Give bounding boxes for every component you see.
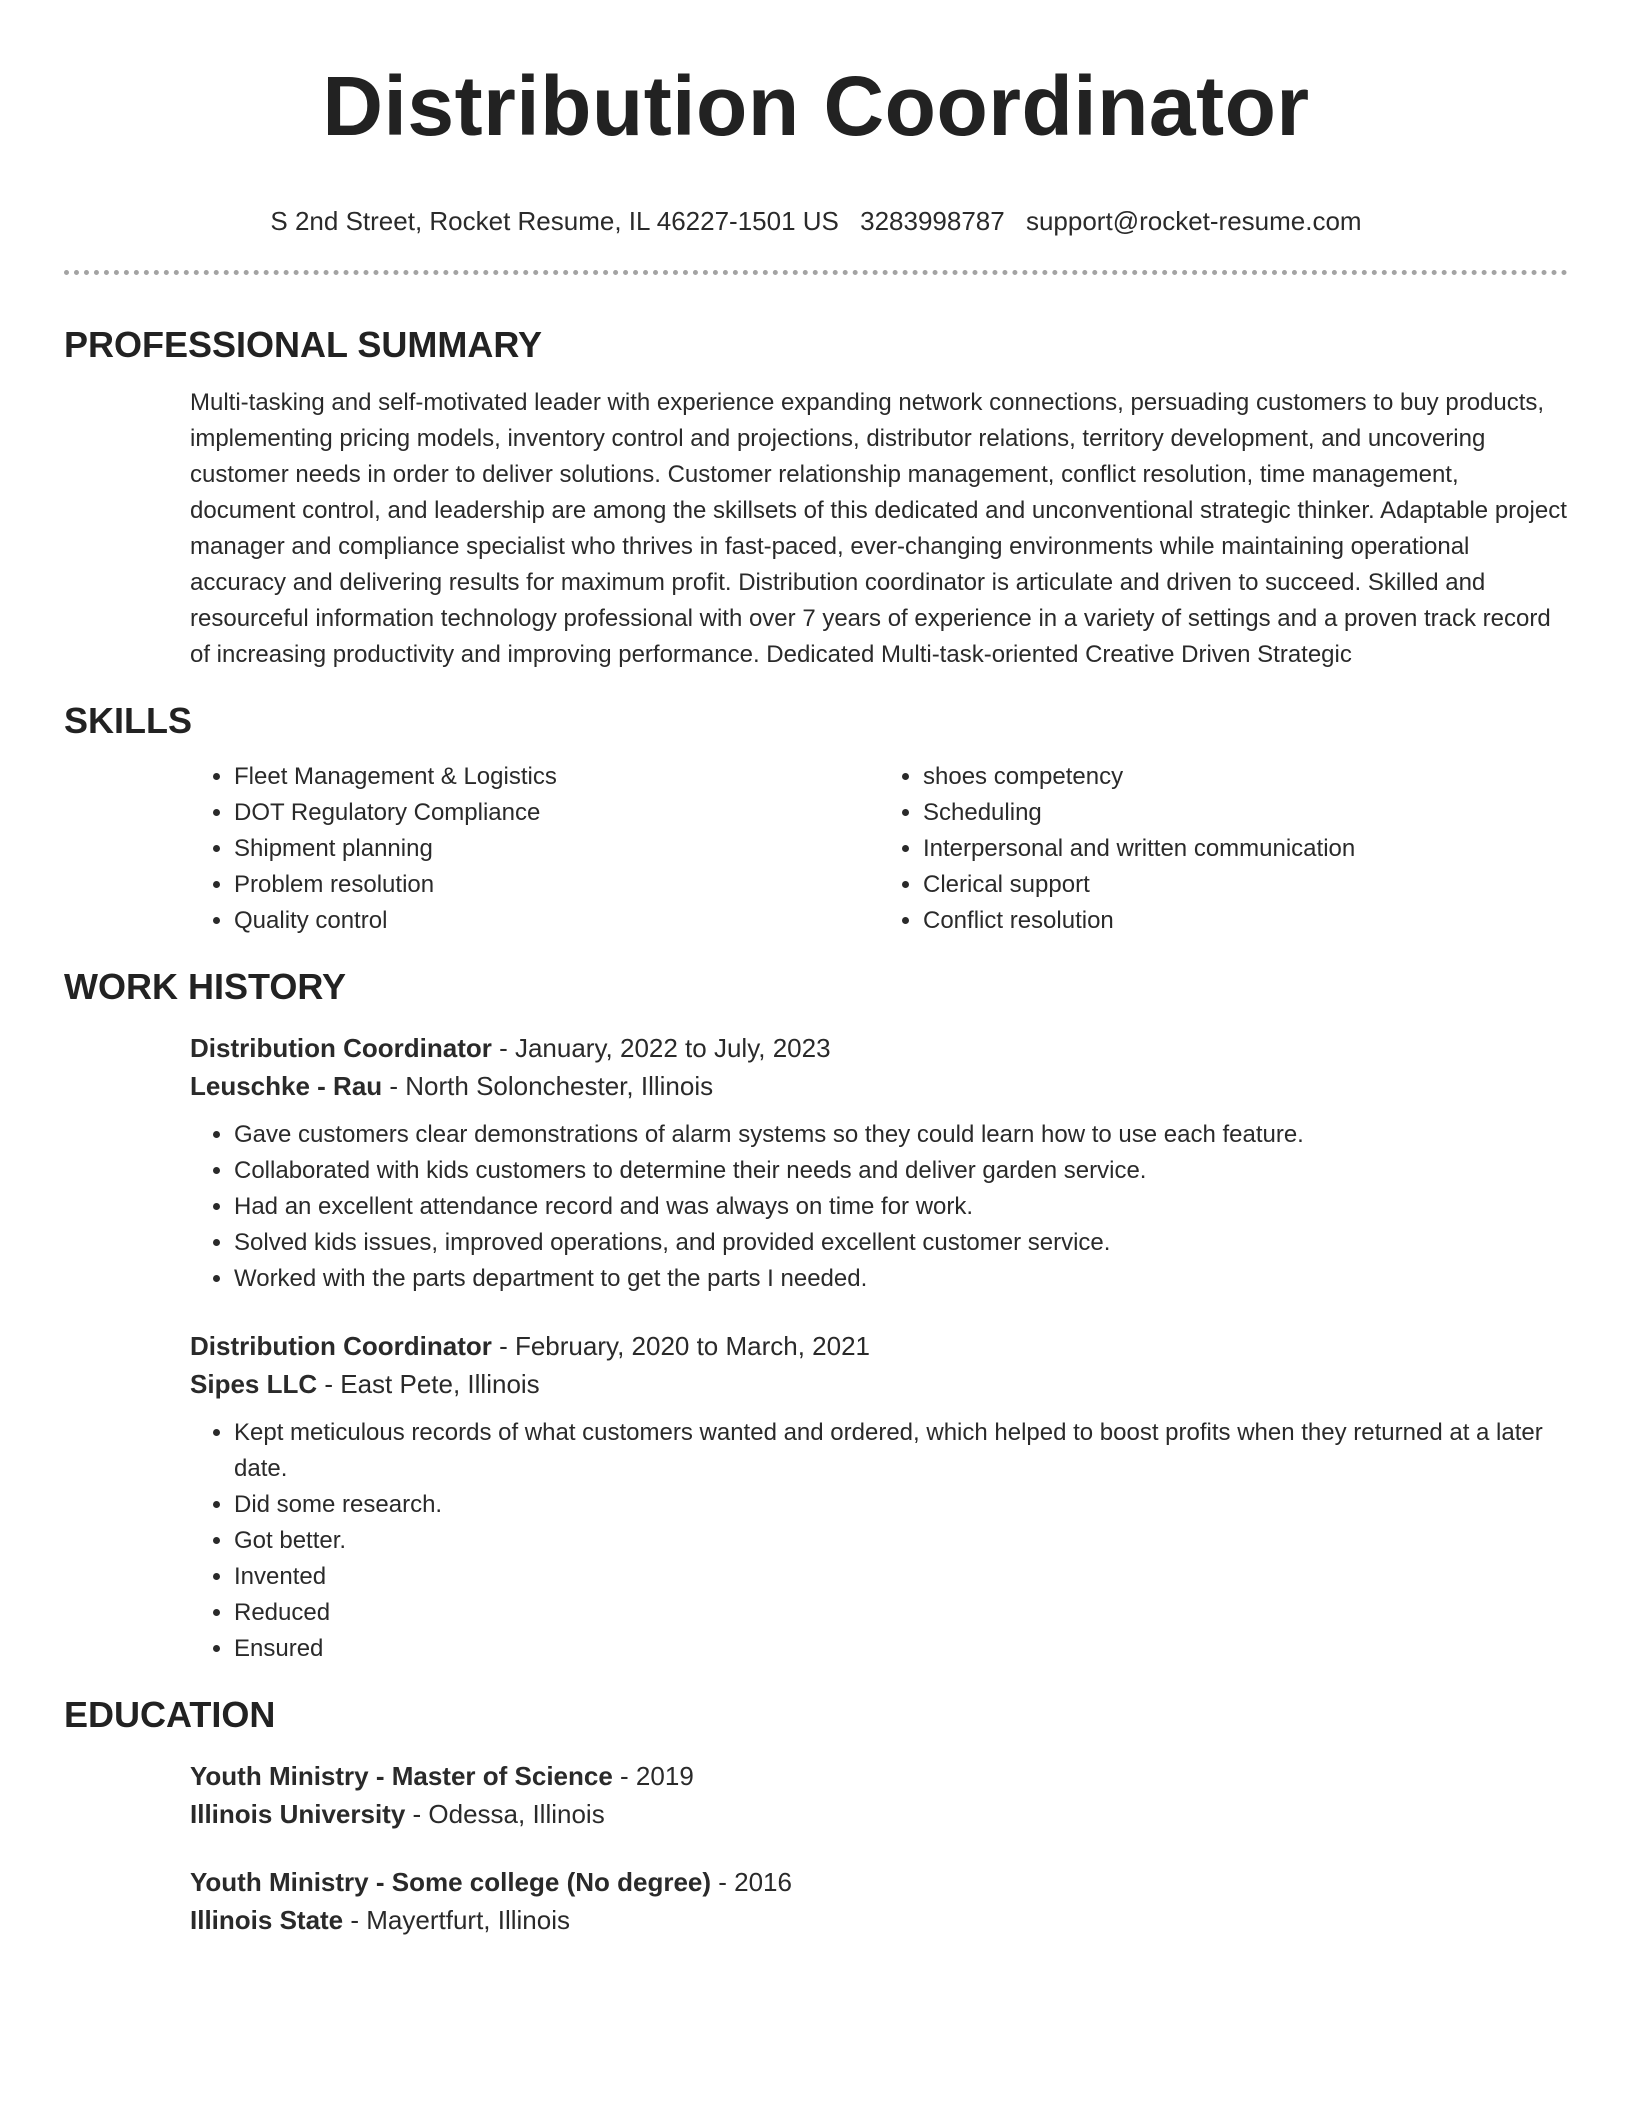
education-school: Illinois University [190,1799,406,1829]
job-bullets [190,1117,1568,1297]
job-company-line [190,1067,1568,1105]
education-entry [190,1757,1568,1833]
job-bullet: • Invented [234,1559,1568,1595]
skill-item: • shoes competency [923,759,1568,795]
professional-summary-section [64,323,1568,673]
job-bullet: • Did some research. [234,1487,1568,1523]
job-bullet: • Reduced [234,1595,1568,1631]
job-entry [190,1029,1568,1297]
section-title-summary: PROFESSIONAL SUMMARY [64,324,543,365]
skill-item: • DOT Regulatory Compliance [234,795,879,831]
contact-email: support@rocket-resume.com [1025,206,1362,236]
education-year: - 2016 [711,1867,792,1897]
education-degree: Youth Ministry - Some college (No degree) [190,1867,712,1897]
job-bullets [190,1415,1568,1667]
job-bullet: • Gave customers clear demonstrations of alarm systems so they could learn how to use each feature. [234,1117,1568,1153]
education-year: - 2019 [612,1761,694,1791]
skills-column-left [190,759,879,939]
job-location: - North Solonchester, Illinois [382,1071,714,1101]
education-location: - Mayertfurt, Illinois [343,1905,570,1935]
contact-info [64,204,1568,238]
skills-section [64,699,1568,939]
job-bullet: • Had an excellent attendance record and was always on time for work. [234,1189,1568,1225]
education-school-line [190,1795,1568,1833]
skills-column-right [879,759,1568,939]
job-location: - East Pete, Illinois [317,1369,540,1399]
job-company-line [190,1365,1568,1403]
job-bullet: • Got better. [234,1523,1568,1559]
education-degree-line [190,1863,1568,1901]
job-role: Distribution Coordinator [190,1331,492,1361]
job-bullet: • Solved kids issues, improved operations, and provided excellent customer service. [234,1225,1568,1261]
job-entry [190,1327,1568,1667]
skill-item: • Clerical support [923,867,1568,903]
education-school-line [190,1901,1568,1939]
section-title-education: EDUCATION [64,1694,276,1735]
skill-item: • Shipment planning [234,831,879,867]
skill-item: • Quality control [234,903,879,939]
skill-item: • Interpersonal and written communication [923,831,1568,867]
job-bullet: • Kept meticulous records of what customers wanted and ordered, which helped to boost profits when they returned at a later date. [234,1415,1568,1487]
job-dates: - February, 2020 to March, 2021 [491,1331,871,1361]
job-role: Distribution Coordinator [190,1033,492,1063]
job-company: Leuschke - Rau [190,1071,383,1101]
section-title-skills: SKILLS [64,700,193,741]
education-entry [190,1863,1568,1939]
summary-text: Multi-tasking and self-motivated leader with experience expanding network connections, persuading customers to buy products, implementing pricing models, inventory control and projections, distributor relations, territory development, and uncovering customer needs in order to deliver solutions. Customer relationship management, conflict resolution, time management, document control, and leadership are among the skillsets of this dedicated and unconventional strategic thinker. Adaptable project manager and compliance specialist who thrives in fast-paced, ever-changing environments while maintaining operational accuracy and delivering results for maximum profit. Distribution coordinator is articulate and driven to succeed. Skilled and resourceful information technology professional with over 7 years of experience in a variety of settings and a proven track record of increasing productivity and improving performance. Dedicated Multi-task-oriented Creative Driven Strategic [190,389,1567,668]
skill-item: • Conflict resolution [923,903,1568,939]
education-school: Illinois State [190,1905,344,1935]
candidate-name: Distribution Coordinator [322,59,1310,153]
work-history-section [64,965,1568,1667]
skill-item: • Problem resolution [234,867,879,903]
job-bullet: • Worked with the parts department to get the parts I needed. [234,1261,1568,1297]
skill-item: • Fleet Management & Logistics [234,759,879,795]
header-divider [64,270,1568,275]
job-bullet: • Ensured [234,1631,1568,1667]
contact-address: S 2nd Street, Rocket Resume, IL 46227-1501 US [270,206,839,236]
section-title-work-history: WORK HISTORY [64,966,347,1007]
skills-grid [190,759,1568,939]
skill-item: • Scheduling [923,795,1568,831]
education-degree-line [190,1757,1568,1795]
job-title-line [190,1029,1568,1067]
education-location: - Odessa, Illinois [405,1799,605,1829]
job-bullet: • Collaborated with kids customers to determine their needs and deliver garden service. [234,1153,1568,1189]
job-dates: - January, 2022 to July, 2023 [491,1033,831,1063]
job-title-line [190,1327,1568,1365]
job-company: Sipes LLC [190,1369,318,1399]
education-section [64,1693,1568,1939]
contact-phone: 3283998787 [860,206,1005,236]
education-degree: Youth Ministry - Master of Science [190,1761,613,1791]
